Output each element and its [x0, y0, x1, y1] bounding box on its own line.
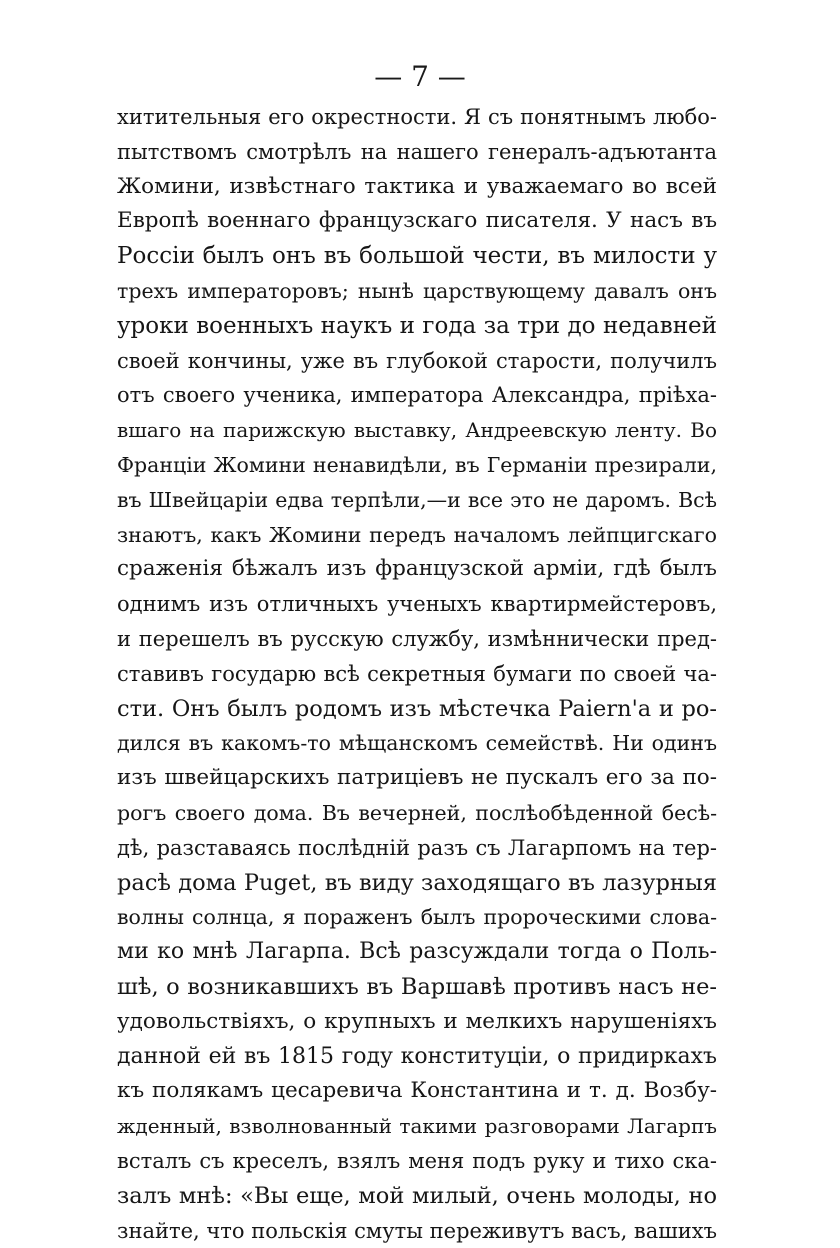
text-line: Жомини, извѣстнаго тактика и уважаемаго во всей: [117, 170, 717, 205]
text-line: дился въ какомъ-то мѣщанскомъ семействѣ. Ни одинъ: [117, 726, 717, 761]
text-line: шѣ, о возникавшихъ въ Варшавѣ противъ насъ не-: [117, 970, 717, 1005]
text-line: въ Швейцаріи едва терпѣли,—и все это не даромъ. Всѣ: [117, 483, 717, 518]
text-line: трехъ императоровъ; нынѣ царствующему давалъ онъ: [117, 274, 717, 309]
text-line: Европѣ военнаго французскаго писателя. У насъ въ: [117, 204, 717, 239]
text-line: однимъ изъ отличныхъ ученыхъ квартирмейстеровъ,: [117, 587, 717, 622]
text-line: Франціи Жомини ненавидѣли, въ Германіи презирали,: [117, 448, 717, 483]
text-line: изъ швейцарскихъ патриціевъ не пускалъ его за по-: [117, 761, 717, 796]
page-number: — 7 —: [0, 60, 840, 93]
text-line: хитительныя его окрестности. Я съ понятнымъ любо-: [117, 100, 717, 135]
text-line: знаютъ, какъ Жомини передъ началомъ лейпцигскаго: [117, 518, 717, 553]
text-line: расѣ дома Puget, въ виду заходящаго въ лазурныя: [117, 866, 717, 901]
text-line: волны солнца, я пораженъ былъ пророческими слова-: [117, 900, 717, 935]
text-line: къ полякамъ цесаревича Константина и т. д. Возбу-: [117, 1074, 717, 1109]
text-line: данной ей въ 1815 году конституціи, о придиркахъ: [117, 1040, 717, 1075]
text-line: залъ мнѣ: «Вы еще, мой милый, очень молоды, но: [117, 1179, 717, 1214]
text-line: уроки военныхъ наукъ и года за три до недавней: [117, 309, 717, 344]
text-line: сти. Онъ былъ родомъ изъ мѣстечка Paiern'a и ро-: [117, 692, 717, 727]
text-line: удовольствіяхъ, о крупныхъ и мелкихъ нарушеніяхъ: [117, 1005, 717, 1040]
text-line: ставивъ государю всѣ секретныя бумаги по своей ча-: [117, 657, 717, 692]
text-line: ми ко мнѣ Лагарпа. Всѣ разсуждали тогда о Поль-: [117, 935, 717, 970]
text-line: всталъ съ креселъ, взялъ меня подъ руку и тихо ска-: [117, 1144, 717, 1179]
text-line: жденный, взволнованный такими разговорами Лагарпъ: [117, 1109, 717, 1144]
text-line: пытствомъ смотрѣлъ на нашего генералъ-адъютанта: [117, 135, 717, 170]
text-line: вшаго на парижскую выставку, Андреевскую ленту. Во: [117, 413, 717, 448]
text-line: и перешелъ въ русскую службу, измѣннически пред-: [117, 622, 717, 657]
page-text: [117, 100, 717, 1248]
text-line: Россіи былъ онъ въ большой чести, въ милости у: [117, 239, 717, 274]
text-line: сраженія бѣжалъ изъ французской арміи, гдѣ былъ: [117, 552, 717, 587]
text-line: отъ своего ученика, императора Александра, пріѣха-: [117, 378, 717, 413]
text-line: знайте, что польскія смуты переживутъ васъ, вашихъ: [117, 1214, 717, 1248]
text-line: дѣ, разставаясь послѣдній разъ съ Лагарпомъ на тер-: [117, 831, 717, 866]
text-line: рогъ своего дома. Въ вечерней, послѣобѣденной бесѣ-: [117, 796, 717, 831]
text-line: своей кончины, уже въ глубокой старости, получилъ: [117, 344, 717, 379]
